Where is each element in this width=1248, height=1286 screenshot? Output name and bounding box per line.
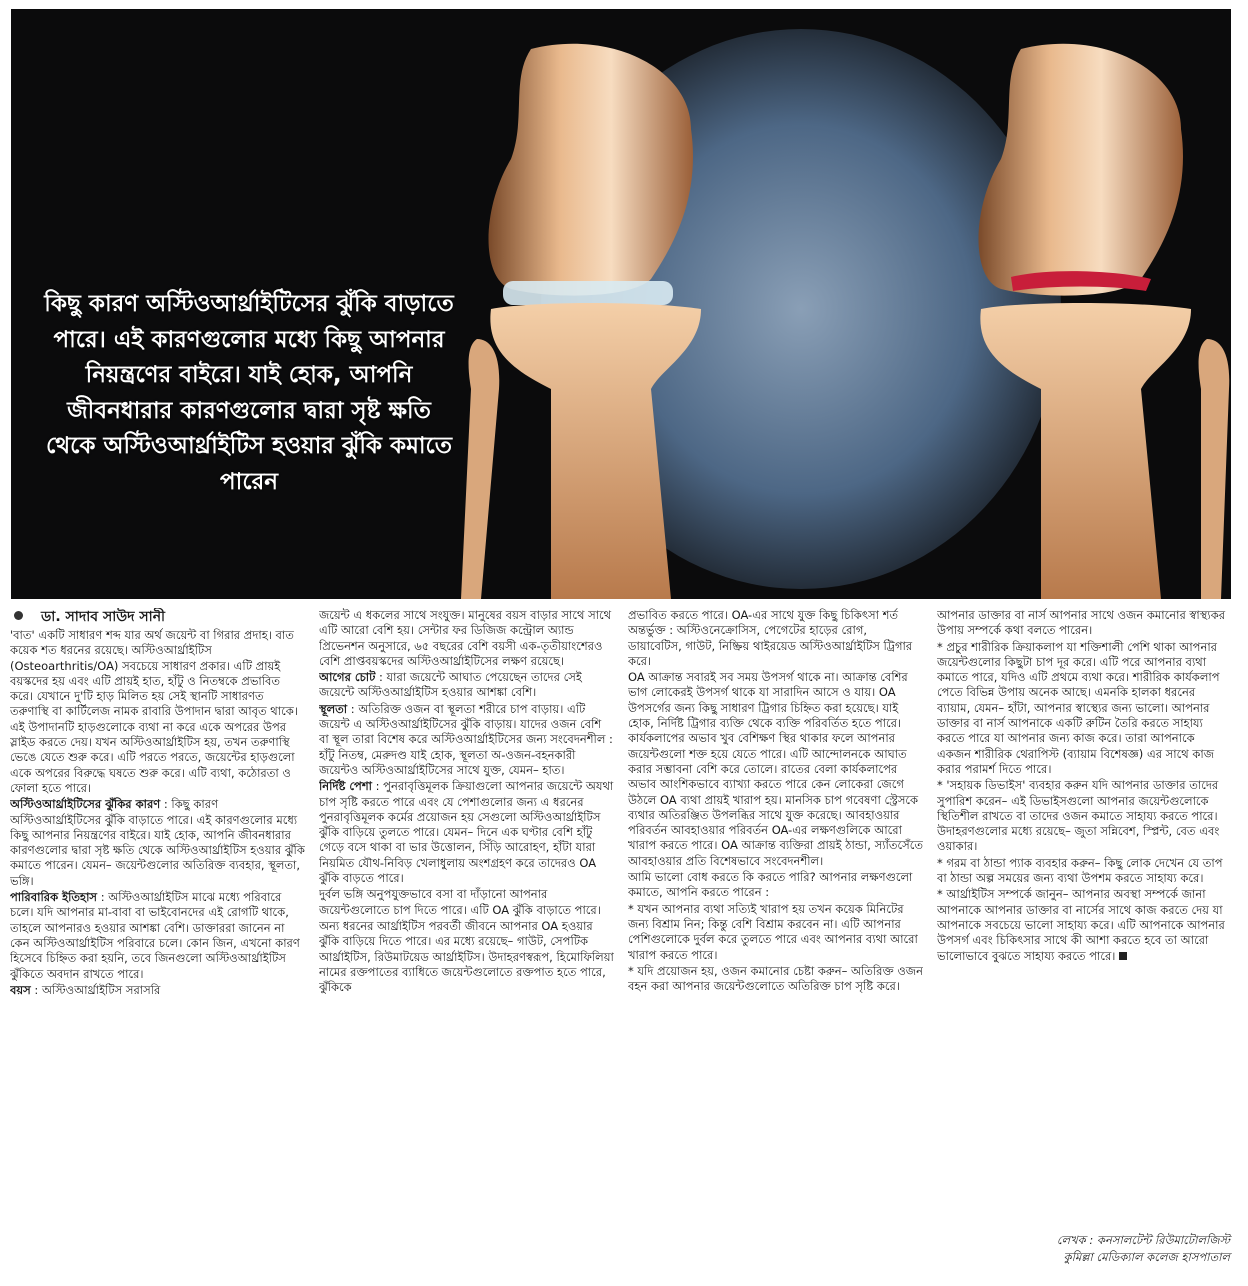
article-paragraph xyxy=(319,702,614,778)
section-heading: স্থূলতা xyxy=(319,701,348,716)
article-paragraph xyxy=(628,964,923,995)
paragraph-text: আমি ভালো বোধ করতে কি করতে পারি? আপনার লক্ষণগুলো কমাতে, আপনি করতে পারেন : xyxy=(628,870,913,900)
article-paragraph xyxy=(319,919,614,995)
hero-image xyxy=(11,9,1231,599)
section-heading: পারিবারিক ইতিহাস xyxy=(10,890,98,905)
article-paragraph xyxy=(937,887,1232,963)
paragraph-text: : পুনরাবৃত্তিমূলক ক্রিয়াগুলো আপনার জয়েন্টে অযথা চাপ সৃষ্টি করতে পারে এবং যে পেশাগুলোর জন্য এ ধরনের পুনরাবৃত্তিমূলক কর্মের প্রয়োজন হয় সেগুলো অস্টিওআর্থ্রাইটিস ঝুঁকি বাড়িয়ে তুলতে পারে। যেমন– দিনে এক ঘণ্টার বেশি হাঁটু গেড়ে বসে থাকা বা ভার উত্তোলন, সিঁড়ি আরোহণ, হাঁটা যারা নিয়মিত যৌথ-নিবিড় খেলাধুলায় অংশগ্রহণ করে তাদেরও OA ঝুঁকি বাড়তে পারে। xyxy=(319,779,614,886)
paragraph-text: : যারা জয়েন্টে আঘাত পেয়েছেন তাদের সেই জয়েন্টে অস্টিওআর্থ্রাইটিস হওয়ার আশঙ্কা বেশি। xyxy=(319,670,582,700)
paragraph-text: : কিছু কারণ অস্টিওআর্থ্রাইটিসের ঝুঁকি বাড়াতে পারে। এই কারণগুলোর মধ্যে কিছু আপনার নিয়ন্ত্রণের বাইরে। যাই হোক, আপনি জীবনধারার কারণগুলোর দ্বারা সৃষ্ট ক্ষতি থেকে অস্টিওআর্থ্রাইটিস হওয়ার ঝুঁকি কমাতে পারেন। যেমন– জয়েন্টগুলোর অতিরিক্ত ব্যবহার, স্থূলতা, ভঙ্গি। xyxy=(10,797,305,888)
paragraph-text: জয়েন্ট এ ধকলের সাথে সংযুক্ত। মানুষের বয়স বাড়ার সাথে সাথে এটি আরো বেশি হয়। সেন্টার ফর ডিজিজ কন্ট্রোল অ্যান্ড প্রিভেনশন অনুসারে, ৬৫ বছরের বেশি বয়সী এক-তৃতীয়াংশেরও বেশি প্রাপ্তবয়স্কদের অস্টিওআর্থ্রাইটিসের লক্ষণ রয়েছে। xyxy=(319,608,612,668)
section-heading: নির্দিষ্ট পেশা xyxy=(319,779,372,794)
article-column-4 xyxy=(937,608,1232,1278)
hero-caption: কিছু কারণ অস্টিওআর্থ্রাইটিসের ঝুঁকি বাড়াতে পারে। এই কারণগুলোর মধ্যে কিছু আপনার নিয়ন্ত্রণের বাইরে। যাই হোক, আপনি জীবনধারার কারণগুলোর দ্বারা সৃষ্ট ক্ষতি থেকে অস্টিওআর্থ্রাইটিস হওয়ার ঝুঁকি কমাতে পারেন xyxy=(44,291,454,495)
author-name: ডা. সাদাব সাউদ সানী xyxy=(41,609,166,625)
article-paragraph xyxy=(319,670,614,701)
article-paragraph xyxy=(319,887,614,918)
paragraph-text: OA আক্রান্ত সবারই সব সময় উপসর্গ থাকে না। আক্রান্ত বেশির ভাগ লোকেরই উপসর্গ থাকে যা সারাদিন আসে ও যায়। OA উপসর্গের জন্য কিছু সাধারণ ট্রিগার চিহ্নিত করা হয়েছে। যাই হোক, নির্দিষ্ট ট্রিগার ব্যক্তি থেকে ব্যক্তি পরিবর্তিত হতে পারে। কার্যকলাপের অভাব খুব বেশিক্ষণ স্থির থাকার ফলে আপনার জয়েন্টগুলো শক্ত হয়ে যেতে পারে। এটি আন্দোলনকে আঘাত করার সম্ভাবনা বেশি করে তোলে। রাতের বেলা কার্যকলাপের অভাব আংশিকভাবে ব্যাখ্যা করতে পারে কেন লোকেরা জেগে উঠলে OA ব্যথা প্রায়ই খারাপ হয়। মানসিক চাপ গবেষণা স্ট্রেসকে ব্যথার অতিরঞ্জিত উপলব্ধির সাথে যুক্ত করেছে। আবহাওয়ার পরিবর্তন আবহাওয়ার পরিবর্তন OA-এর লক্ষণগুলিকে আরো খারাপ করতে পারে। OA আক্রান্ত ব্যক্তিরা প্রায়ই ঠান্ডা, স্যাঁতসেঁতে আবহাওয়ার প্রতি বিশেষভাবে সংবেদনশীল। xyxy=(628,670,923,868)
paragraph-text: অন্য ধরনের আর্থ্রাইটিস পরবর্তী জীবনে আপনার OA হওয়ার ঝুঁকি বাড়িয়ে দিতে পারে। এর মধ্যে রয়েছে– গাউট, সেপটিক আর্থ্রাইটিস, রিউমাটয়েড আর্থ্রাইটিস। উদাহরণস্বরূপ, হিমোফিলিয়া নামের রক্তপাতের ব্যাধিতে জয়েন্টগুলোতে রক্তপাত হতে পারে, ঝুঁকিকে xyxy=(319,918,614,995)
article-paragraph xyxy=(10,797,305,889)
article-paragraph xyxy=(10,983,305,998)
article-column-1 xyxy=(10,608,305,1278)
article-column-3 xyxy=(628,608,923,1278)
paragraph-text: : অস্টিওআর্থ্রাইটিস মাঝে মধ্যে পরিবারে চলে। যদি আপনার মা-বাবা বা ভাইবোনদের এই রোগটি থাকে, তাহলে আপনারও হওয়ার আশঙ্কা বেশি। ডাক্তাররা জানেন না কেন অস্টিওআর্থ্রাইটিস পরিবারে চলে। কোন জিন, এখনো কারণ হিসেবে চিহ্নিত করা হয়নি, তবে জিনগুলো অস্টিওআর্থ্রাইটিস ঝুঁকিতে অবদান রাখতে পারে। xyxy=(10,890,300,981)
paragraph-text: * প্রচুর শারীরিক ক্রিয়াকলাপ যা শক্তিশালী পেশি থাকা আপনার জয়েন্টগুলোর কিছুটা চাপ দূর করে। এটি পরে আপনার ব্যথা কমাতে পারে, যদিও এটি প্রথমে ব্যথা করে। শারীরিক কার্যকলাপ পেতে বিভিন্ন উপায় অনেক আছে। এমনকি হালকা ধরনের ব্যায়াম, যেমন– হাঁটা, আপনার স্বাস্থ্যের জন্য ভালো। আপনার ডাক্তার বা নার্স আপনাকে একটি রুটিন তৈরি করতে সাহায্য করতে পারে যা আপনার জন্য কাজ করে। তারা আপনাকে একজন শারীরিক থেরাপিস্ট (ব্যায়াম বিশেষজ্ঞ) এর সাথে কাজ করার পরামর্শ দিতে পারে। xyxy=(937,639,1220,776)
article-paragraph xyxy=(937,778,1232,854)
paragraph-text: দুর্বল ভঙ্গি অনুপযুক্তভাবে বসা বা দাঁড়ানো আপনার জয়েন্টগুলোতে চাপ দিতে পারে। এটি OA ঝুঁকি বাড়াতে পারে। xyxy=(319,887,601,917)
paragraph-text: * যদি প্রয়োজন হয়, ওজন কমানোর চেষ্টা করুন– অতিরিক্ত ওজন বহন করা আপনার জয়েন্টগুলোতে অতিরিক্ত চাপ সৃষ্টি করে। xyxy=(628,963,923,994)
paragraph-text: প্রভাবিত করতে পারে। OA-এর সাথে যুক্ত কিছু চিকিৎসা শর্ত অন্তর্ভুক্ত : অস্টিওনেক্রোসিস, পেগেটের হাড়ের রোগ, ডায়াবেটিস, গাউট, নিষ্ক্রিয় থাইরয়েড অস্টিওআর্থ্রাইটিস ট্রিগার করে। xyxy=(628,608,913,668)
article-paragraph xyxy=(628,670,923,869)
article-paragraph xyxy=(628,902,923,963)
article-paragraph xyxy=(937,640,1232,778)
end-mark-icon xyxy=(1119,952,1127,960)
paragraph-text: * গরম বা ঠান্ডা প্যাক ব্যবহার করুন– কিছু লোক দেখেন যে তাপ বা ঠান্ডা অল্প সময়ের জন্য ব্যথা উপশম করতে সাহায্য করে। xyxy=(937,855,1223,886)
author-credit-line-2: কুমিল্লা মেডিক্যাল কলেজ হাসপাতাল xyxy=(1063,1250,1230,1264)
section-heading: আগের চোট xyxy=(319,670,376,685)
article-paragraph xyxy=(319,779,614,886)
article-paragraph xyxy=(628,608,923,669)
paragraph-text: : অস্টিওআর্থ্রাইটিস সরাসরি xyxy=(30,982,161,997)
paragraph-text: * 'সহায়ক ডিভাইস' ব্যবহার করুন যদি আপনার ডাক্তার তাদের সুপারিশ করেন– এই ডিভাইসগুলো আপনার জয়েন্টগুলোকে স্থিতিশীল রাখতে বা তাদের ওজন কমাতে সাহায্য করতে পারে। উদাহরণগুলোর মধ্যে রয়েছে– জুতা সন্নিবেশ, স্প্লিন্ট, বেত এবং ওয়াকার। xyxy=(937,778,1220,854)
article-paragraph xyxy=(10,628,305,796)
article-column-2 xyxy=(319,608,614,1278)
section-heading: অস্টিওআর্থ্রাইটিসের ঝুঁকির কারণ xyxy=(10,797,161,812)
article-paragraph xyxy=(319,608,614,669)
section-heading: বয়স xyxy=(10,982,31,997)
author-byline xyxy=(10,608,305,626)
article-paragraph xyxy=(628,870,923,901)
article-paragraph xyxy=(937,856,1232,887)
paragraph-text: 'বাত' একটি সাধারণ শব্দ যার অর্থ জয়েন্ট বা গিরার প্রদাহ। বাত কয়েক শত ধরনের রয়েছে। অস্টিওআর্থ্রাইটিস (Osteoarthritis/OA) সবচেয়ে সাধারণ প্রকার। এটি প্রায়ই বয়স্কদের হয় এবং এটি প্রায়ই হাত, হাঁটু ও নিতম্বকে প্রভাবিত করে। যেখানে দু'টি হাড় মিলিত হয় সেই স্থানটি সাধারণত তরুণাস্থি বা কার্টিলেজ নামক রাবারি উপাদান দ্বারা আবৃত থাকে। এই উপাদানটি হাড়গুলোকে ব্যথা না করে একে অপরের উপর স্লাইড করতে দেয়। যখন অস্টিওআর্থ্রাইটিস হয়, তখন তরুণাস্থি ভেঙে যেতে শুরু করে। এটি পরতে পরতে, জয়েন্টের হাড়গুলো একে অপরের বিরুদ্ধে ঘষতে শুরু করে। এটি ব্যথা, কঠোরতা ও ফোলা হতে পারে। xyxy=(10,628,298,795)
bullet-icon xyxy=(14,611,23,620)
author-credit-line-1: লেখক : কনসালটেন্ট রিউমাটোলজিস্ট xyxy=(1056,1233,1230,1247)
article-body xyxy=(10,608,1236,1278)
article-paragraph xyxy=(10,890,305,982)
paragraph-text: * যখন আপনার ব্যথা সত্যিই খারাপ হয় তখন কয়েক মিনিটের জন্য বিশ্রাম নিন; কিন্তু বেশি বিশ্রাম করবেন না। এটি আপনার পেশিগুলোকে দুর্বল করে তুলতে পারে এবং আপনার ব্যথা আরো খারাপ করতে পারে। xyxy=(628,901,918,962)
paragraph-text: : অতিরিক্ত ওজন বা স্থূলতা শরীরে চাপ বাড়ায়। এটি জয়েন্ট এ অস্টিওআর্থ্রাইটিসের ঝুঁকি বাড়ায়। যাদের ওজন বেশি বা স্থূল তারা বিশেষ করে অস্টিওআর্থ্রাইটিসের জন্য সংবেদনশীল : হাঁটু নিতম্ব, মেরুদণ্ড যাই হোক, স্থূলতা অ-ওজন-বহনকারী জয়েন্টও অস্টিওআর্থ্রাইটিসের সাথে যুক্ত, যেমন– হাত। xyxy=(319,701,613,777)
article-paragraph xyxy=(937,608,1232,639)
paragraph-text: আপনার ডাক্তার বা নার্স আপনার সাথে ওজন কমানোর স্বাস্থ্যকর উপায় সম্পর্কে কথা বলতে পারেন। xyxy=(937,608,1226,638)
author-credit xyxy=(985,1232,1230,1266)
paragraph-text: * আর্থ্রাইটিস সম্পর্কে জানুন– আপনার অবস্থা সম্পর্কে জানা আপনাকে আপনার ডাক্তার বা নার্সের সাথে কাজ করতে দেয় যা আপনাকে সবচেয়ে ভালো সাহায্য করে। এটি আপনাকে আপনার উপসর্গ এবং চিকিৎসার সাথে কী আশা করতে হবে তা আরো ভালোভাবে বুঝতে সাহায্য করতে পারে। xyxy=(937,887,1225,963)
